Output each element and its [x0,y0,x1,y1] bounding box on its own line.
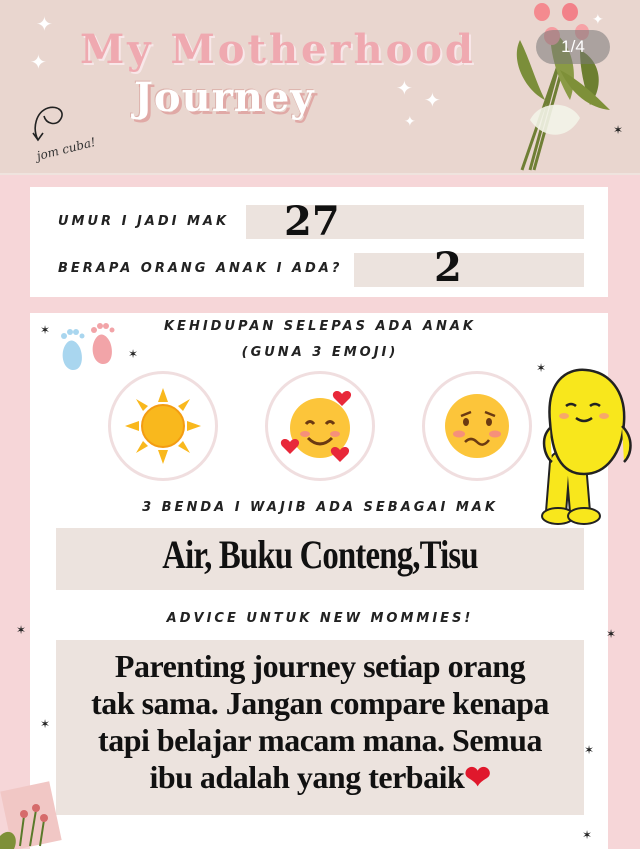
advice-line: tapi belajar macam mana. Semua [98,722,542,758]
star-icon: ✶ [16,623,27,637]
advice-line-text: ibu adalah yang terbaik [149,759,465,795]
age-value: 27 [284,198,340,245]
emoji-circle-2 [265,371,375,481]
title-line-2: Journey [134,74,315,121]
sparkle-icon: ✦ [30,50,47,74]
sparkle-icon: ✦ [592,12,604,28]
star-icon: ✶ [582,828,593,842]
curved-arrow-icon [30,100,70,145]
star-icon: ✶ [606,627,617,641]
kids-label: BERAPA ORANG ANAK I ADA? [58,261,343,276]
advice-line: Parenting journey setiap orang [114,648,526,684]
emoji-circle-3 [422,371,532,481]
page-indicator-badge[interactable]: 1/4 [536,30,610,64]
must-haves-value: Air, Buku Conteng,Tisu [162,532,478,577]
handwriting-note: jom cuba! [35,134,98,164]
emoji-circle-1 [108,371,218,481]
sun-emoji-icon [123,386,203,466]
life-after-kids-subtitle: (GUNA 3 EMOJI) [241,345,399,360]
sparkle-icon: ✦ [404,114,416,130]
sparkle-icon: ✦ [396,76,413,100]
title-line-1: My Motherhood [80,26,476,73]
star-icon: ✶ [128,347,139,361]
heart-icon: ❤ [464,759,491,795]
kids-value: 2 [434,244,462,291]
star-icon: ✶ [613,123,624,137]
age-label: UMUR I JADI MAK [58,214,230,229]
star-icon: ✶ [40,717,51,731]
sparkle-icon: ✦ [424,88,441,112]
life-after-kids-title: KEHIDUPAN SELEPAS ADA ANAK [163,319,477,334]
sparkle-icon: ✦ [36,12,53,36]
smiling-face-with-hearts-icon [278,384,362,468]
advice-line: tak sama. Jangan compare kenapa [91,685,549,721]
woozy-face-icon [437,386,517,466]
star-icon: ✶ [584,743,595,757]
star-icon: ✶ [536,361,547,375]
corner-flower-icon [0,776,80,849]
advice-line-last [56,759,584,796]
advice-title: ADVICE UNTUK NEW MOMMIES! [166,611,474,626]
advice-text [56,648,584,796]
must-haves-title: 3 BENDA I WAJIB ADA SEBAGAI MAK [142,500,498,515]
star-icon: ✶ [40,323,51,337]
kids-field [354,253,584,287]
